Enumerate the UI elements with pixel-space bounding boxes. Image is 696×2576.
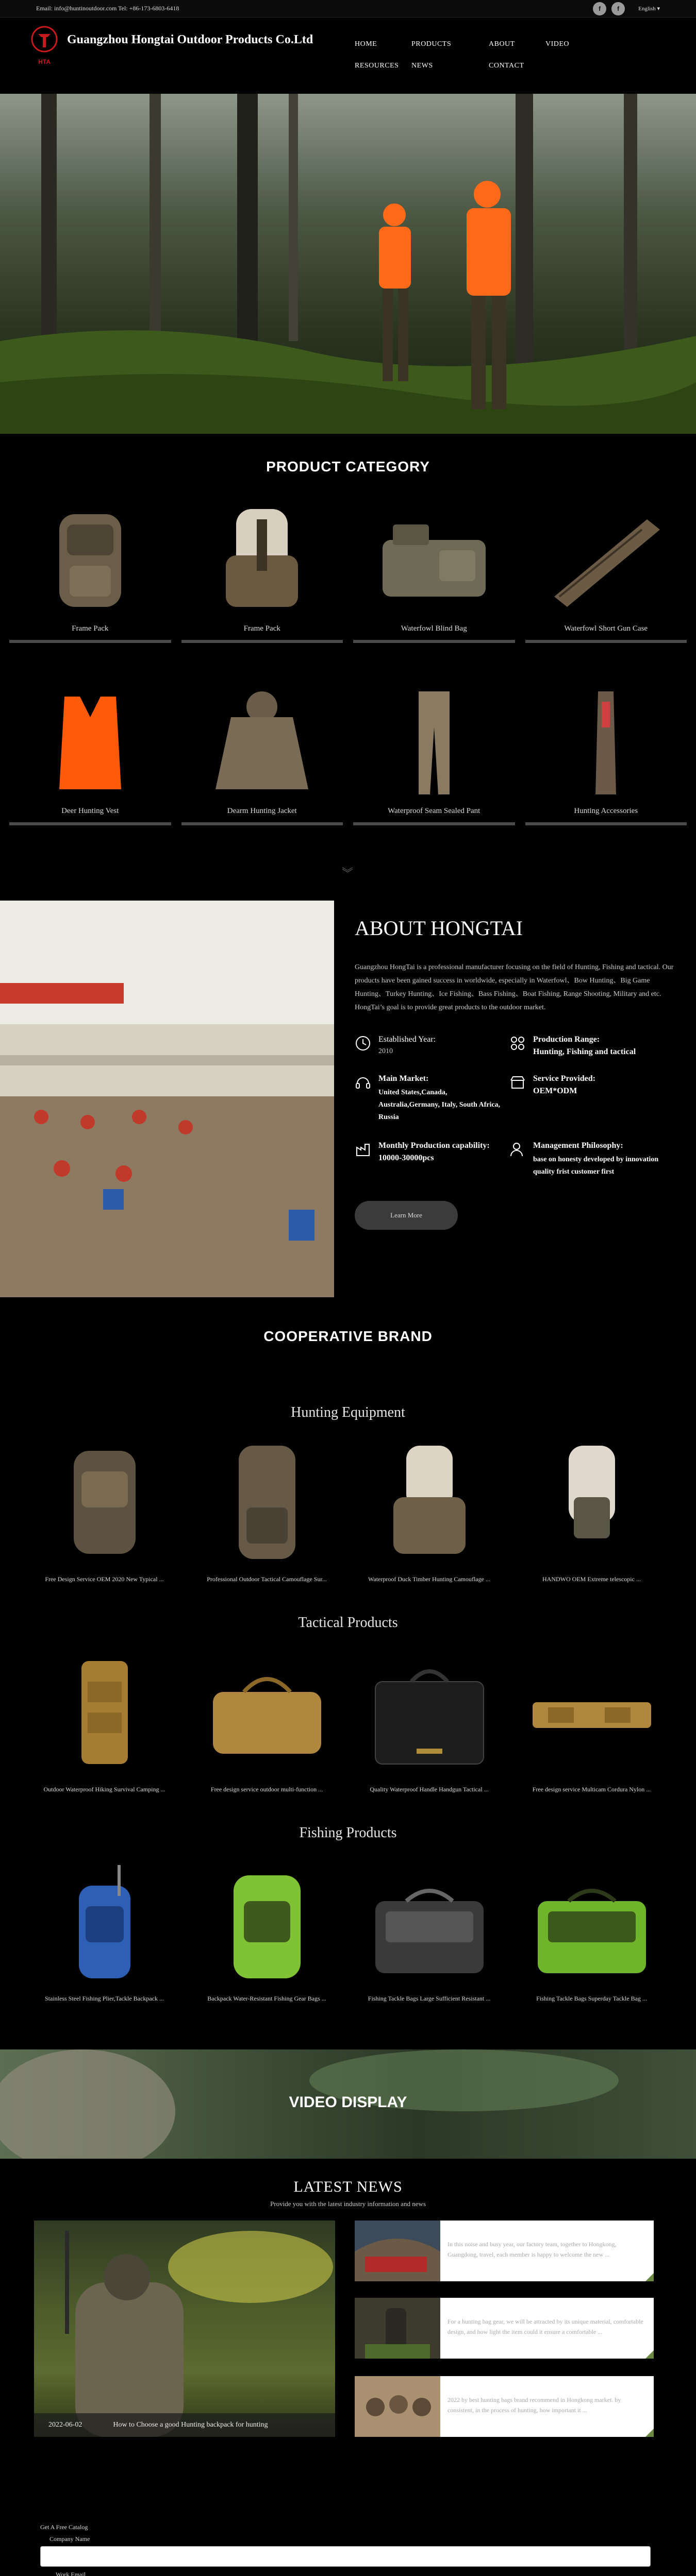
user-icon	[509, 1141, 526, 1158]
video-title: VIDEO DISPLAY	[289, 2094, 407, 2111]
fishing-backpack-image	[40, 1860, 169, 1989]
category-card[interactable]	[181, 681, 343, 854]
tackle-bag-green-image	[527, 1860, 656, 1989]
blind-bag-image	[372, 504, 496, 617]
product-label: Fishing Tackle Bags Superday Tackle Bag ...	[536, 1995, 647, 2002]
backpack-image	[40, 1440, 169, 1569]
product-label: Professional Outdoor Tactical Camouflage Sur...	[207, 1575, 327, 1583]
category-bar	[353, 640, 515, 643]
frame-pack-image	[200, 504, 324, 617]
product-label: HANDWO OEM Extreme telescopic ...	[542, 1575, 641, 1583]
nav-about[interactable]: ABOUT	[489, 40, 515, 48]
accessories-image	[544, 686, 668, 800]
nav-home[interactable]: HOME	[355, 40, 377, 48]
nav-products[interactable]: PRODUCTS	[411, 40, 452, 48]
fact-label: Service Provided:	[533, 1074, 596, 1083]
tackle-bag-image	[365, 1860, 494, 1989]
fact-capability	[355, 1141, 509, 1178]
hero-banner	[0, 94, 696, 434]
group-title-hunting: Hunting Equipment	[291, 1404, 405, 1420]
category-bar	[9, 640, 171, 643]
product-card[interactable]	[356, 1651, 503, 1805]
news-subtitle: Provide you with the latest industry information and news	[270, 2200, 426, 2208]
product-category-title: PRODUCT CATEGORY	[266, 459, 430, 474]
news-corner	[645, 2273, 654, 2281]
fact-value: Hunting, Fishing and tactical	[533, 1047, 636, 1056]
language-select[interactable]: English ▾	[638, 6, 660, 12]
learn-more-button[interactable]: Learn More	[355, 1201, 458, 1230]
product-label: Fishing Tackle Bags Large Sufficient Resistant ...	[368, 1995, 491, 2002]
frame-pack-image	[28, 504, 152, 617]
fact-production-range	[509, 1035, 674, 1057]
category-bar	[9, 822, 171, 825]
field-label-company: Company Name	[49, 2535, 90, 2543]
fact-label: Monthly Production capability:	[378, 1141, 490, 1150]
vest-pack-image	[365, 1440, 494, 1569]
category-label: Dearm Hunting Jacket	[227, 807, 297, 815]
svg-text:HTA: HTA	[38, 58, 51, 65]
headset-icon	[355, 1074, 371, 1091]
category-label: Waterproof Seam Sealed Pant	[388, 807, 480, 815]
product-card[interactable]	[31, 1651, 178, 1805]
product-label: Free design service Multicam Cordura Nylon ...	[532, 1786, 651, 1793]
black-case-image	[365, 1651, 494, 1780]
scroll-down-icon[interactable]: ︾	[342, 867, 354, 879]
product-card[interactable]	[193, 1860, 340, 2014]
facebook-icon[interactable]: f	[593, 2, 606, 15]
product-label: Quality Waterproof Handle Handgun Tactical ...	[370, 1786, 489, 1793]
hero-image	[0, 94, 696, 434]
category-card[interactable]	[181, 499, 343, 671]
news-corner	[645, 2350, 654, 2359]
fact-label: Production Range:	[533, 1035, 600, 1044]
news-corner	[645, 2429, 654, 2437]
category-card[interactable]	[525, 681, 687, 854]
category-label: Frame Pack	[243, 624, 280, 633]
clock-icon	[355, 1035, 371, 1052]
product-label: Waterproof Duck Timber Hunting Camouflage ...	[368, 1575, 490, 1583]
product-card[interactable]	[518, 1440, 665, 1595]
news-thumbnail	[355, 2221, 440, 2281]
fact-main-market	[355, 1074, 509, 1124]
category-label: Waterfowl Blind Bag	[401, 624, 467, 633]
group-title-tactical: Tactical Products	[298, 1615, 398, 1631]
fact-value: 10000-30000pcs	[378, 1154, 434, 1162]
product-card[interactable]	[193, 1651, 340, 1805]
product-label: Free design service outdoor multi-function ...	[210, 1786, 323, 1793]
product-card[interactable]	[356, 1860, 503, 2014]
vest-image	[28, 686, 152, 800]
category-label: Hunting Accessories	[574, 807, 638, 815]
hunting-products-grid	[31, 1440, 665, 1595]
fact-value: OEM*ODM	[533, 1087, 577, 1095]
chest-pack-image	[527, 1440, 656, 1569]
fact-value: base on honesty developed by innovation quality frist customer first	[533, 1156, 659, 1176]
product-card[interactable]	[193, 1440, 340, 1595]
fact-value: United States,Canada, Australia,Germany, Italy, South Africa, Russia	[378, 1089, 501, 1121]
topbar-right	[593, 2, 660, 15]
fact-label: Management Philosophy:	[533, 1141, 623, 1150]
company-name-input[interactable]	[40, 2546, 651, 2567]
fact-philosophy	[509, 1141, 674, 1178]
fact-service	[509, 1074, 674, 1124]
featured-news-card[interactable]	[34, 2221, 335, 2437]
form-heading: Get A Free Catalog	[40, 2523, 88, 2531]
news-item[interactable]	[355, 2376, 654, 2437]
video-banner[interactable]	[0, 2049, 696, 2159]
category-card[interactable]	[353, 499, 515, 671]
news-excerpt: In this noise and busy year, our factory team, together to Hongkong, Guangdong, travel, each member is happy to welcome the new ...	[448, 2241, 617, 2258]
featured-news-caption	[34, 2413, 335, 2437]
group-title-fishing: Fishing Products	[299, 1825, 397, 1841]
language-label: English	[638, 6, 656, 12]
about-facts	[355, 1035, 680, 1178]
top-bar	[0, 0, 696, 18]
main-nav	[355, 40, 643, 70]
shop-icon	[509, 1074, 526, 1091]
site-header	[0, 18, 696, 94]
tactical-products-grid	[31, 1651, 665, 1805]
category-card[interactable]	[525, 499, 687, 671]
product-label: Outdoor Waterproof Hiking Survival Camping ...	[43, 1786, 165, 1793]
category-bar	[525, 822, 687, 825]
nav-news[interactable]: NEWS	[411, 62, 433, 70]
duffel-bag-image	[203, 1651, 332, 1780]
product-label: Backpack Water-Resistant Fishing Gear Bags ...	[207, 1995, 326, 2002]
fact-label: Established Year:	[378, 1035, 436, 1044]
about-text	[355, 916, 680, 1230]
category-grid-row-1	[9, 499, 687, 671]
nav-resources[interactable]: RESOURCES	[355, 62, 399, 70]
category-label: Frame Pack	[72, 624, 109, 633]
about-title: ABOUT HONGTAI	[355, 917, 523, 940]
news-thumbnail	[355, 2376, 440, 2437]
news-excerpt: 2022 by best hunting bags brand recommend in Hongkong market. by consistent, in the process of hunting, how important it ...	[448, 2396, 621, 2414]
news-item[interactable]	[355, 2221, 654, 2281]
fact-label: Main Market:	[378, 1074, 429, 1083]
factory-photo	[0, 901, 334, 1297]
category-card[interactable]	[9, 681, 171, 854]
nav-video[interactable]: VIDEO	[545, 40, 570, 48]
pant-image	[372, 686, 496, 800]
field-label-email: Work Email	[56, 2571, 86, 2576]
news-thumbnail	[355, 2298, 440, 2359]
category-label: Deer Hunting Vest	[61, 807, 119, 815]
jacket-image	[200, 686, 324, 800]
grid-icon	[509, 1035, 526, 1052]
category-label: Waterfowl Short Gun Case	[564, 624, 648, 633]
fact-value: 2010	[378, 1047, 393, 1055]
green-backpack-image	[203, 1860, 332, 1989]
gun-case-image	[544, 504, 668, 617]
category-bar	[181, 822, 343, 825]
product-card[interactable]	[356, 1440, 503, 1595]
company-name: Guangzhou Hongtai Outdoor Products Co.Ltd	[67, 33, 313, 46]
news-title: LATEST NEWS	[293, 2178, 403, 2195]
product-card[interactable]	[31, 1860, 178, 2014]
category-bar	[353, 822, 515, 825]
category-card[interactable]	[9, 499, 171, 671]
category-bar	[181, 640, 343, 643]
company-logo[interactable]	[29, 24, 60, 70]
rifle-bag-image	[527, 1651, 656, 1780]
news-excerpt: For a hunting bag gear, we will be attracted by its unique material, comfortable design, and how light the item could it ensure a comfortable ...	[448, 2318, 643, 2335]
factory-icon	[355, 1141, 371, 1158]
backpack-image	[203, 1440, 332, 1569]
category-card[interactable]	[353, 681, 515, 854]
category-grid-row-2	[9, 681, 687, 854]
featured-news-image	[34, 2221, 335, 2437]
nav-contact[interactable]: CONTACT	[489, 62, 524, 70]
category-bar	[525, 640, 687, 643]
tactical-backpack-image	[40, 1651, 169, 1780]
product-card[interactable]	[31, 1440, 178, 1595]
product-label: Stainless Steel Fishing Plier,Tackle Backpack ...	[45, 1995, 164, 2002]
news-date: 2022-06-02	[48, 2421, 82, 2429]
news-item[interactable]	[355, 2298, 654, 2359]
about-section	[0, 901, 696, 1308]
product-label: Free Design Service OEM 2020 New Typical ...	[45, 1575, 164, 1583]
news-headline[interactable]: How to Choose a good Hunting backpack for hunting	[113, 2421, 268, 2429]
fishing-products-grid	[31, 1860, 665, 2014]
cooperative-brand-title: COOPERATIVE BRAND	[263, 1328, 433, 1344]
catalog-form	[40, 2523, 651, 2576]
about-description: Guangzhou HongTai is a professional manufacturer focusing on the field of Hunting, Fishing and tactical. Our products have been gained success in worldwide, especially in Waterfowl、Bow Hunting、Big Game Hunting、Turkey Hunting、Ice Fishing、Bass Fishing、Boat Fishing, Range Shooting, Military and etc. HongTai’s goal is to provide great products to the outdoor market.	[355, 963, 674, 1011]
product-card[interactable]	[518, 1860, 665, 2014]
product-card[interactable]	[518, 1651, 665, 1805]
fact-established	[355, 1035, 509, 1057]
facebook-icon-2[interactable]: f	[611, 2, 625, 15]
contact-info: Email: info@huntinoutdoor.com Tel: +86-173-6803-6418	[36, 5, 179, 12]
